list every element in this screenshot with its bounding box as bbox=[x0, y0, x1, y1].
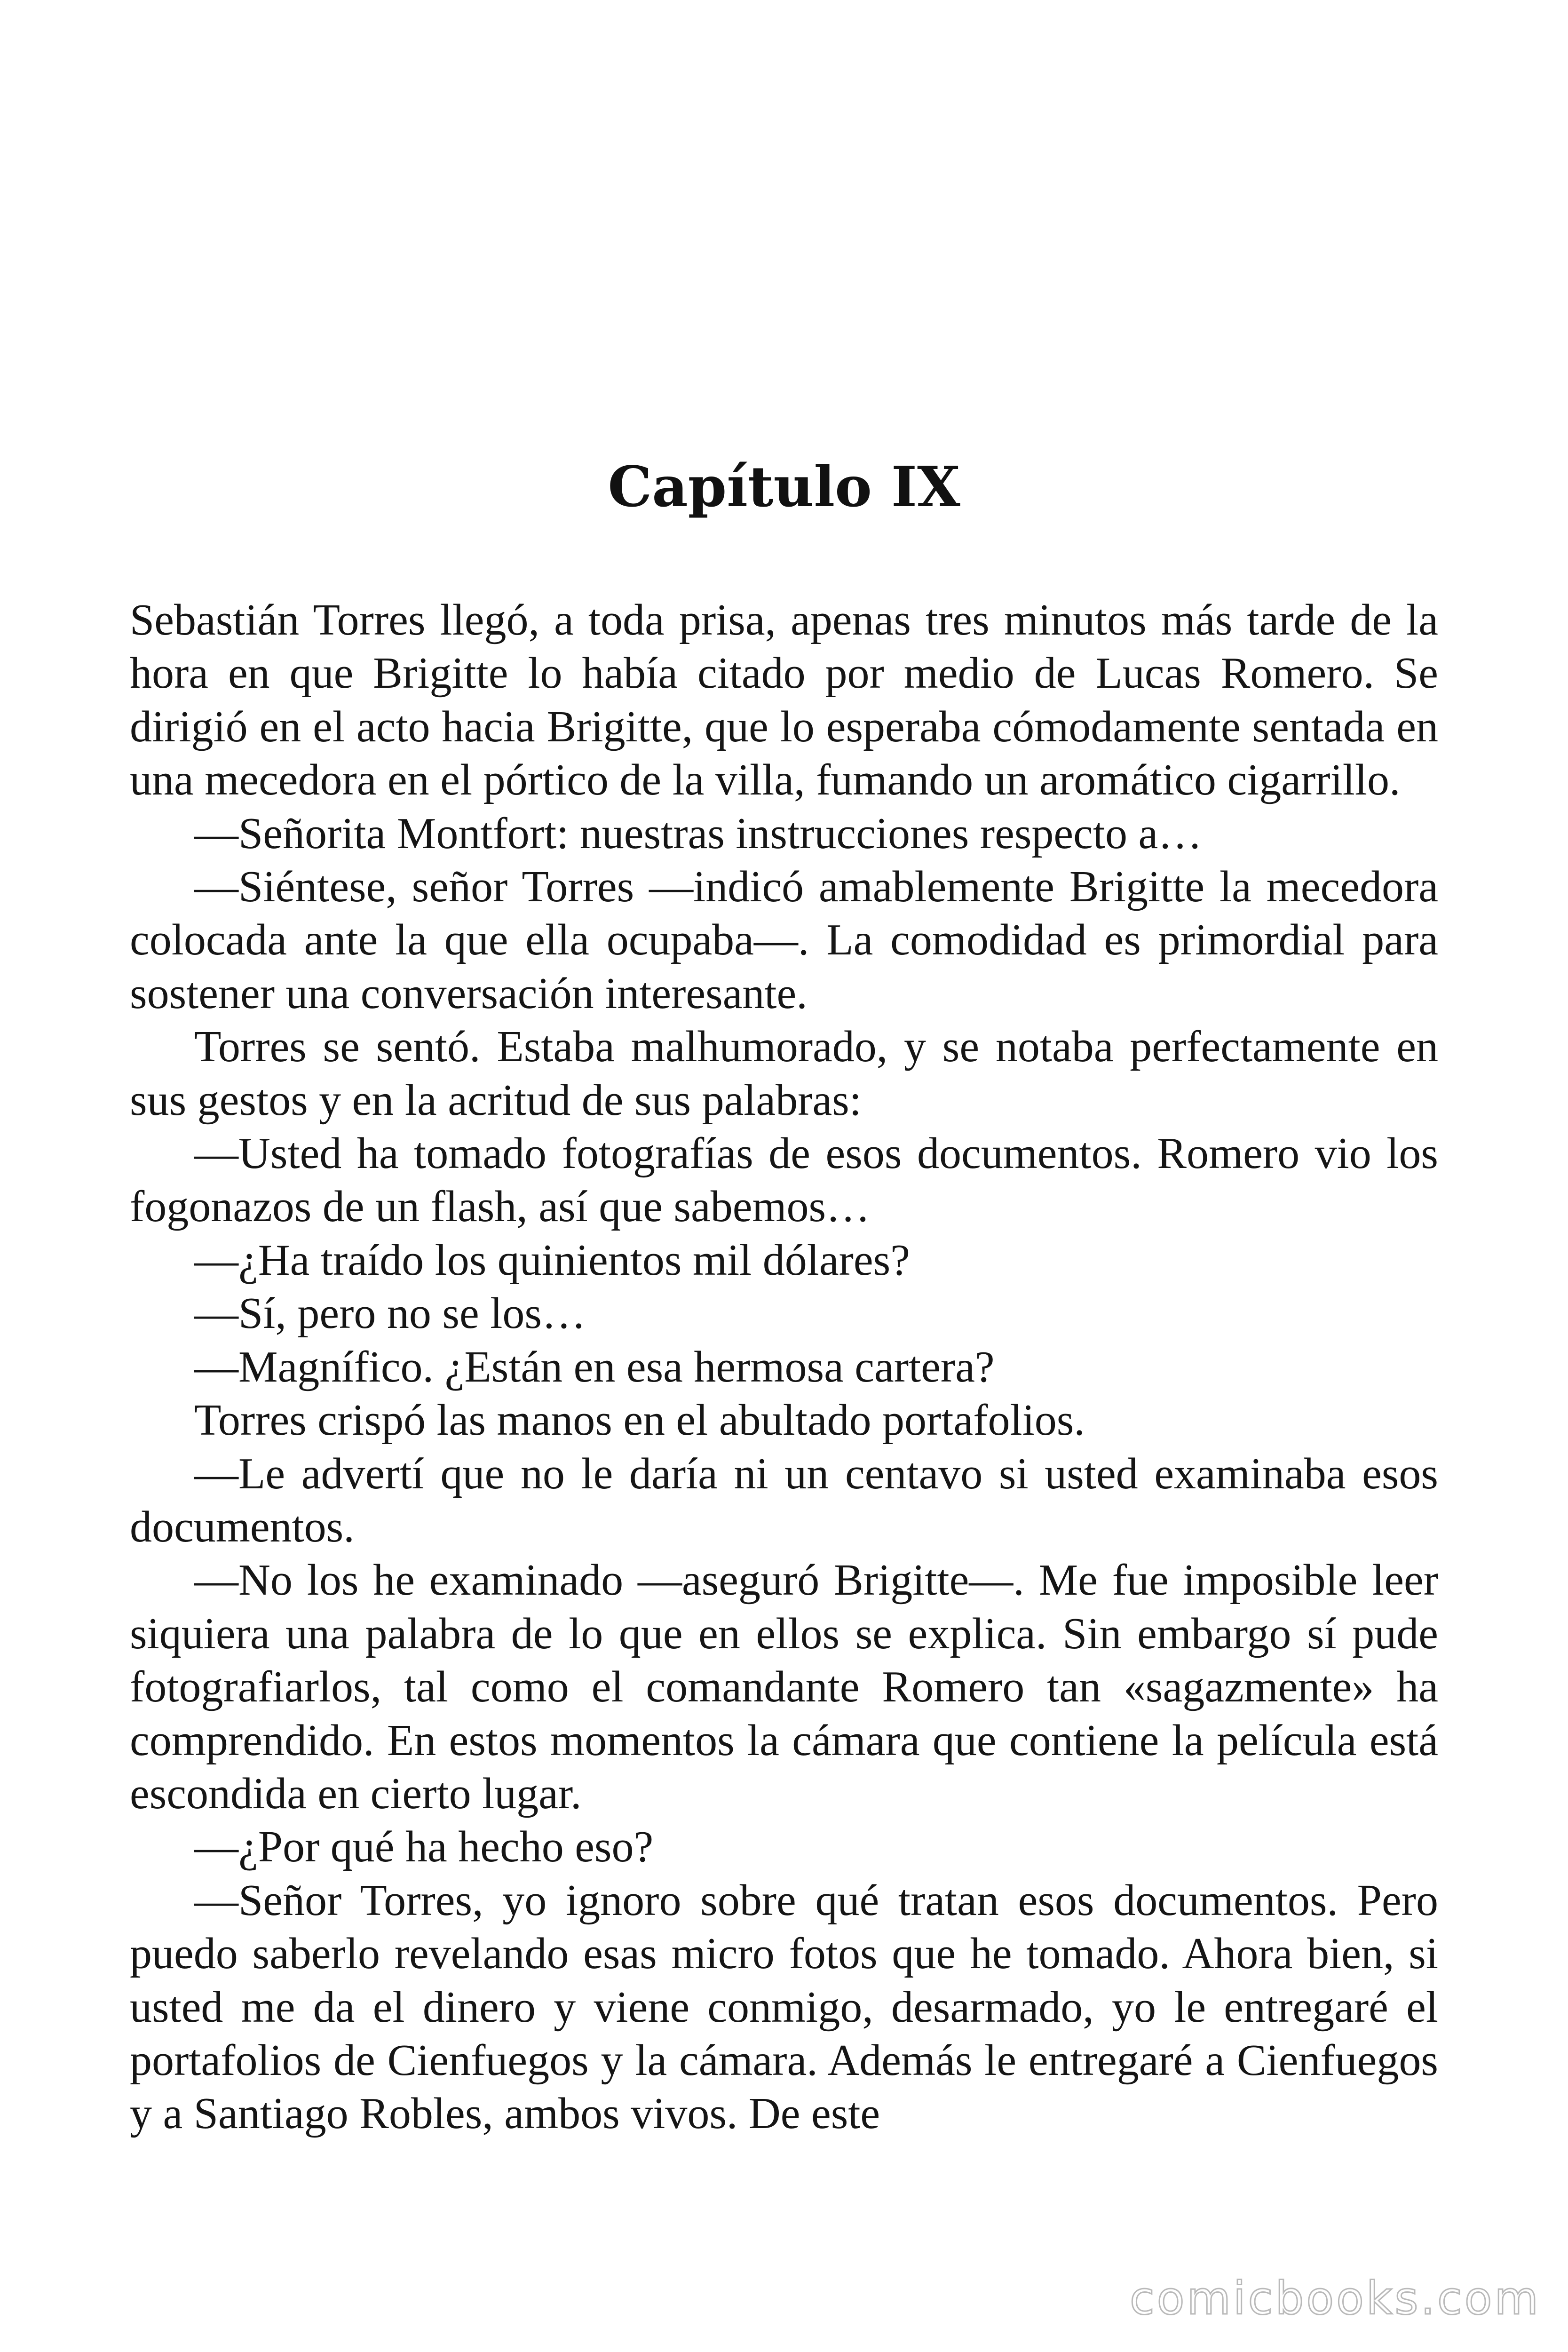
paragraph: —No los he examinado —aseguró Brigitte—. Me fue imposible leer siquiera una palabra de lo que en ellos se explica. Sin embargo sí pude fotografiarlos, tal como el comandante Romero tan «sagazmente» ha comprendido. En estos momentos la cámara que contiene la película está escondida en cierto lugar. bbox=[130, 1556, 1438, 1818]
chapter-body bbox=[130, 594, 1438, 2141]
paragraph: —¿Ha traído los quinientos mil dólares? bbox=[194, 1235, 910, 1285]
paragraph: —Usted ha tomado fotografías de esos documentos. Romero vio los fogonazos de un flash, así que sabemos… bbox=[130, 1129, 1438, 1232]
paragraph: —Señor Torres, yo ignoro sobre qué tratan esos documentos. Pero puedo saberlo revelando esas micro fotos que he tomado. Ahora bien, si usted me da el dinero y viene conmigo, desarmado, yo le entregaré el portafolios de Cienfuegos y la cámara. Además le entregaré a Cienfuegos y a Santiago Robles, ambos vivos. De este bbox=[130, 1875, 1438, 2138]
paragraph: —Sí, pero no se los… bbox=[194, 1289, 586, 1338]
paragraph: Torres se sentó. Estaba malhumorado, y se notaba perfectamente en sus gestos y en la acritud de sus palabras: bbox=[130, 1022, 1438, 1125]
paragraph: —Magnífico. ¿Están en esa hermosa cartera? bbox=[194, 1342, 995, 1391]
paragraph: Torres crispó las manos en el abultado portafolios. bbox=[194, 1396, 1085, 1445]
watermark: comicbooks.com bbox=[1129, 2272, 1541, 2325]
paragraph: —Siéntese, señor Torres —indicó amablemente Brigitte la mecedora colocada ante la que ella ocupaba—. La comodidad es primordial para sostener una conversación interesante. bbox=[130, 862, 1438, 1018]
paragraph: Sebastián Torres llegó, a toda prisa, apenas tres minutos más tarde de la hora en que Brigitte lo había citado por medio de Lucas Romero. Se dirigió en el acto hacia Brigitte, que lo esperaba cómodamente sentada en una mecedora en el pórtico de la villa, fumando un aromático cigarrillo. bbox=[130, 596, 1438, 805]
chapter-title: Capítulo IX bbox=[608, 454, 960, 519]
paragraph: —Señorita Montfort: nuestras instrucciones respecto a… bbox=[194, 809, 1203, 858]
paragraph: —¿Por qué ha hecho eso? bbox=[194, 1822, 654, 1872]
paragraph: —Le advertí que no le daría ni un centavo si usted examinaba esos documentos. bbox=[130, 1449, 1438, 1551]
